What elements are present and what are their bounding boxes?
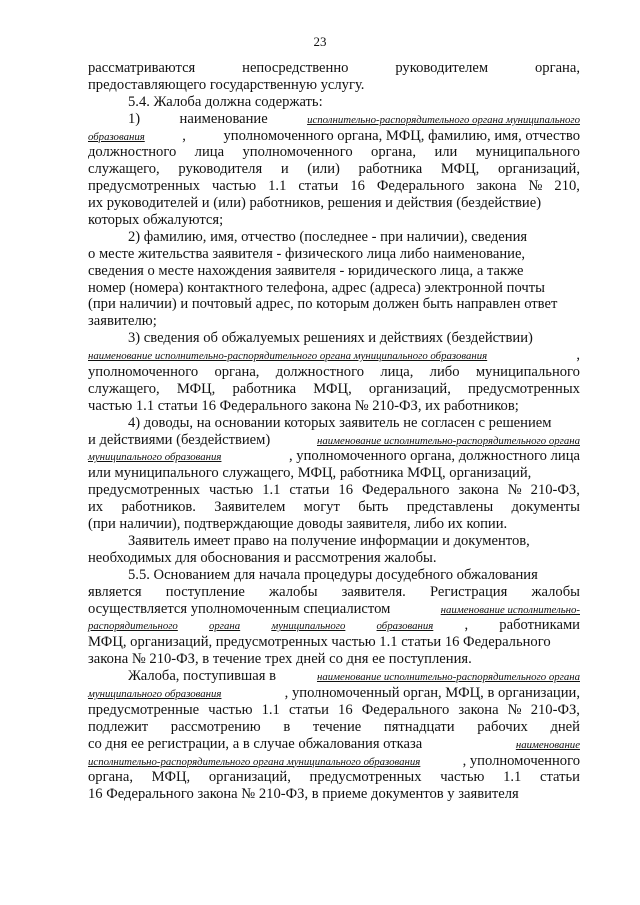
line-word: должностного [275, 364, 365, 381]
line-word: работников. [121, 499, 196, 516]
line-word: 16 [338, 482, 353, 499]
line-word: и [280, 161, 289, 178]
text-line [88, 246, 580, 263]
line-word: Федерального [376, 178, 465, 195]
line-text: МФЦ, организаций, предусмотренных частью 1.1 статьи 16 Федерального [88, 634, 551, 651]
text-line [88, 77, 580, 94]
line-word: жалобы [269, 583, 318, 600]
text-line [88, 144, 580, 161]
text-line [88, 263, 580, 280]
line-word: заявителя. [341, 583, 406, 600]
line-word: в [283, 718, 291, 735]
line-text: наименование [179, 110, 268, 127]
line-text: или муниципального служащего, МФЦ, работника МФЦ, организаций, [88, 465, 532, 482]
line-word: поступление [165, 583, 245, 600]
text-line [88, 448, 580, 465]
placeholder-organ-name: наименование исполнительно-распорядительного органа [316, 434, 580, 447]
line-word: муниципального [475, 144, 580, 161]
line-word: закона [476, 178, 517, 195]
line-word: рабочих [477, 718, 528, 735]
line-word: (или) [307, 161, 340, 178]
line-text: , уполномоченного [462, 752, 580, 769]
line-word: статьи [298, 178, 339, 195]
line-text: и действиями (бездействием) [88, 431, 271, 448]
line-word: 1.1 [261, 701, 280, 718]
line-word: частью [208, 482, 254, 499]
line-word: 1.1 [503, 769, 522, 786]
line-word: Заявителем [214, 499, 286, 516]
line-word: МФЦ, [313, 380, 352, 397]
line-word: статьи [289, 482, 330, 499]
text-line [88, 702, 580, 719]
line-word: частью [440, 769, 485, 786]
line-word: предусмотренных [88, 178, 200, 195]
line-word: статьи [540, 769, 580, 786]
line-word: быть [358, 499, 389, 516]
line-word: 210, [554, 178, 580, 195]
text-line [88, 753, 580, 770]
line-text: (при наличии) и почтовый адрес, по которым должен быть направлен ответ [88, 296, 558, 313]
line-word: пятнадцати [383, 718, 455, 735]
line-text: 4) доводы, на основании которых заявитель не согласен с решением [128, 414, 552, 431]
text-line [88, 719, 580, 736]
text-line [88, 178, 580, 195]
text-line [88, 195, 580, 212]
line-text: 5.4. Жалоба должна содержать: [128, 93, 323, 110]
line-word: представлены [406, 499, 494, 516]
line-word: 1.1 [262, 482, 281, 499]
line-word: Федерального [361, 482, 450, 499]
text-line [88, 313, 580, 330]
text-line [88, 111, 580, 128]
line-word: органа, [371, 144, 417, 161]
text-line [88, 465, 580, 482]
placeholder-organ-name: муниципального образования [88, 687, 222, 700]
line-text: 1) [128, 110, 141, 127]
line-word: муниципального [475, 364, 580, 381]
text-line [88, 60, 580, 77]
text-line [88, 769, 580, 786]
line-word: является [88, 583, 142, 600]
text-line [88, 364, 580, 381]
line-word: или [434, 144, 458, 161]
text-line [88, 516, 580, 533]
line-word: 210-ФЗ, [530, 482, 580, 499]
line-word: Федерального [361, 701, 450, 718]
text-line [88, 584, 580, 601]
placeholder-organ-name: образования [376, 620, 434, 633]
line-word: работника [232, 380, 297, 397]
line-word: руководителем [395, 60, 489, 76]
line-word: организаций, [497, 161, 580, 178]
line-word: 16 [350, 178, 365, 195]
placeholder-organ-name: образования [88, 130, 145, 143]
line-word: № [507, 701, 522, 718]
text-line [88, 381, 580, 398]
text-line [88, 567, 580, 584]
line-word: документы [511, 499, 580, 516]
line-word: рассмотрению [170, 718, 261, 735]
line-word: лица, [380, 364, 414, 381]
text-line [88, 499, 580, 516]
line-word: частью [208, 701, 253, 718]
placeholder-organ-name: наименование исполнительно-распорядительного органа муниципального образования [88, 350, 488, 363]
text-line [88, 533, 580, 550]
text-line [88, 296, 580, 313]
line-word: предусмотренных [88, 482, 200, 499]
line-word: служащего, [88, 380, 160, 397]
text-line [88, 651, 580, 668]
line-word: частью [211, 178, 257, 195]
line-text: их руководителей и (или) работников, решения и действия (бездействие) [88, 195, 542, 212]
line-word: статьи [288, 701, 329, 718]
line-word: жалобы [531, 583, 580, 600]
line-word: лица [194, 144, 225, 161]
line-text: , [576, 347, 580, 364]
text-line [88, 617, 580, 634]
line-word: органа, [535, 60, 580, 76]
line-text: частью 1.1 статьи 16 Федерального закона № 210-ФЗ, их работников; [88, 397, 519, 414]
line-word: организаций, [368, 380, 451, 397]
line-word: предусмотренные [88, 701, 200, 718]
line-word: непосредственно [242, 60, 349, 76]
text-line [88, 482, 580, 499]
placeholder-organ-name: муниципального образования [88, 451, 222, 464]
text-line [88, 550, 580, 567]
text-line [88, 94, 580, 111]
line-text: уполномоченного органа, МФЦ, фамилию, имя, отчество [223, 127, 580, 144]
line-word: служащего, [88, 161, 160, 178]
line-word: закона [458, 482, 499, 499]
line-word: МФЦ, [440, 161, 480, 178]
text-line [88, 212, 580, 229]
placeholder-organ-name: наименование [515, 738, 580, 751]
placeholder-organ-name: исполнительно-распорядительного органа муниципального [307, 113, 580, 126]
line-word: МФЦ, [176, 380, 216, 397]
line-text: номер (номера) контактного телефона, адрес (адреса) электронной почты [88, 279, 545, 296]
line-word: могут [303, 499, 340, 516]
placeholder-organ-name: наименование исполнительно- [440, 603, 580, 616]
line-text: 2) фамилию, имя, отчество (последнее - при наличии), сведения [128, 228, 528, 245]
line-text: , уполномоченный орган, МФЦ, в организации, [284, 684, 580, 701]
placeholder-organ-name: органа [209, 620, 241, 633]
document-body [88, 60, 580, 803]
text-line [88, 398, 580, 415]
line-word: органа, [214, 364, 260, 381]
text-line [88, 347, 580, 364]
line-text: 16 Федерального закона № 210-ФЗ, в приеме документов у заявителя [88, 786, 519, 803]
line-word: организаций, [208, 769, 291, 786]
placeholder-organ-name: наименование исполнительно-распорядительного органа [316, 671, 580, 684]
text-line [88, 432, 580, 449]
line-text: о месте жительства заявителя - физического лица либо наименование, [88, 245, 526, 262]
text-line [88, 415, 580, 432]
text-line [88, 736, 580, 753]
line-word: органа, [88, 769, 133, 786]
line-text: Жалоба, поступившая в [128, 668, 277, 685]
line-text: 3) сведения об обжалуемых решениях и действиях (бездействии) [128, 330, 533, 347]
text-line [88, 668, 580, 685]
line-word: течение [312, 718, 362, 735]
line-word: дней [550, 718, 580, 735]
placeholder-organ-name: распорядительного [88, 620, 178, 633]
line-word: № [507, 482, 522, 499]
line-text: предоставляющего государственную услугу. [88, 76, 365, 93]
text-line [88, 280, 580, 297]
line-text: Заявитель имеет право на получение информации и документов, [128, 532, 530, 549]
line-text: которых обжалуются; [88, 212, 224, 229]
line-text: , [182, 127, 186, 144]
text-line [88, 786, 580, 803]
line-text: необходимых для обоснования и рассмотрения жалобы. [88, 549, 437, 566]
text-line [88, 601, 580, 618]
line-word: 16 [338, 701, 353, 718]
line-word: предусмотренных [467, 380, 580, 397]
line-text: , уполномоченного органа, должностного лица [289, 448, 580, 465]
placeholder-organ-name: муниципального [271, 620, 346, 633]
line-text: закона № 210-ФЗ, в течение трех дней со дня ее поступления. [88, 651, 472, 668]
text-line [88, 634, 580, 651]
text-line [88, 330, 580, 347]
line-word: МФЦ, [151, 769, 191, 786]
line-text: (при наличии), подтверждающие доводы заявителя, либо их копии. [88, 516, 508, 533]
line-word: уполномоченного [88, 364, 199, 381]
line-word: предусмотренных [309, 769, 422, 786]
line-text: со дня ее регистрации, а в случае обжалования отказа [88, 735, 423, 752]
placeholder-organ-name: исполнительно-распорядительного органа муниципального образования [88, 755, 421, 768]
line-text: 5.5. Основанием для начала процедуры досудебного обжалования [128, 566, 538, 583]
line-text: , [464, 617, 469, 634]
line-word: 1.1 [268, 178, 287, 195]
line-word: № [528, 178, 543, 195]
line-text: работниками [499, 617, 580, 634]
text-line [88, 161, 580, 178]
line-word: подлежит [88, 718, 149, 735]
line-text: сведения о месте нахождения заявителя - юридического лица, а также [88, 262, 524, 279]
line-word: 210-ФЗ, [530, 701, 580, 718]
line-text: осуществляется уполномоченным специалистом [88, 600, 391, 617]
line-word: закона [458, 701, 499, 718]
line-word: уполномоченного [242, 144, 353, 161]
line-word: либо [429, 364, 460, 381]
text-line [88, 128, 580, 145]
line-text: заявителю; [88, 313, 157, 330]
text-line [88, 685, 580, 702]
line-word: рассматриваются [88, 60, 196, 76]
line-word: руководителя [178, 161, 263, 178]
page-number: 23 [313, 34, 327, 49]
line-word: должностного [88, 144, 177, 161]
line-word: Регистрация [429, 583, 508, 600]
line-word: работника [358, 161, 423, 178]
text-line [88, 229, 580, 246]
line-word: их [88, 499, 104, 516]
